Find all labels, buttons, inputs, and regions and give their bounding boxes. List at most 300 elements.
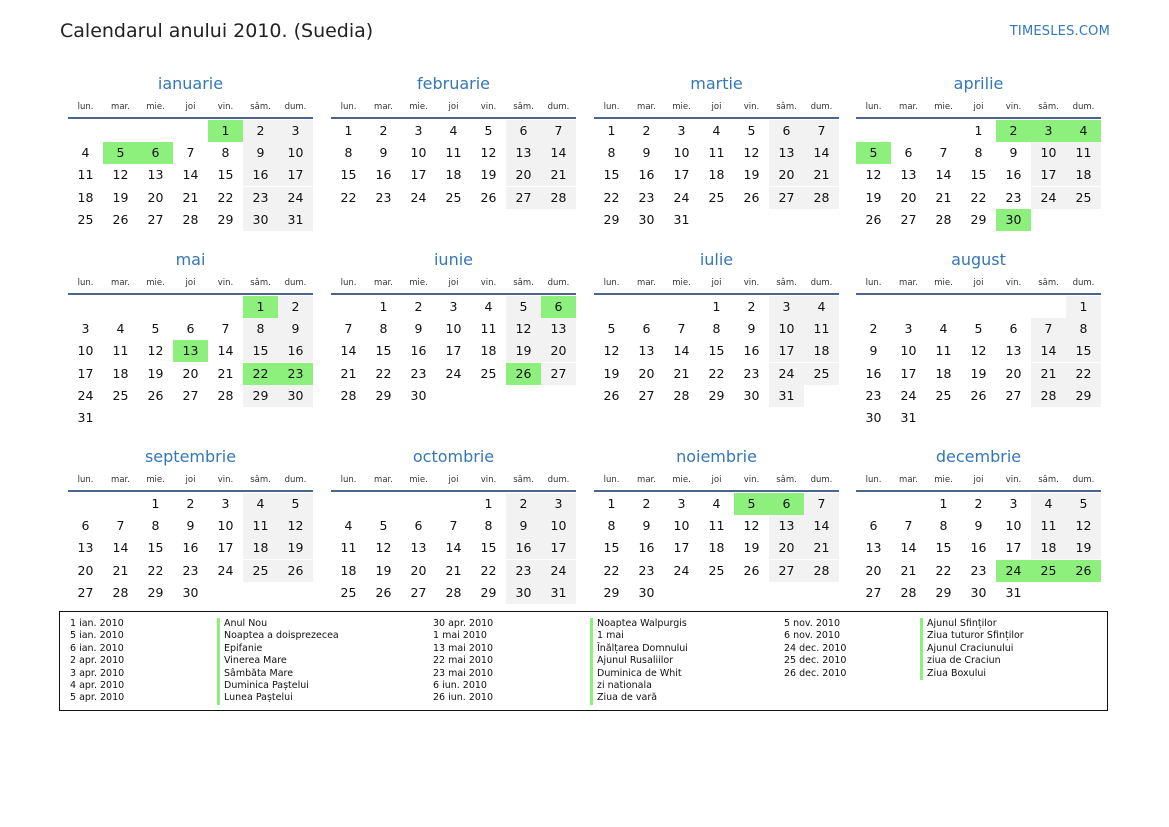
day-cell: 29 xyxy=(935,584,952,600)
day-cell: 28 xyxy=(804,560,839,582)
weekday-label: joi xyxy=(448,475,459,485)
day-cell: 30 xyxy=(182,584,199,600)
holiday-cell: 6 xyxy=(541,296,576,318)
day-cell: 11 xyxy=(804,318,839,340)
day-cell: 29 xyxy=(147,584,164,600)
day-cell: 24 xyxy=(217,562,234,578)
weekday-label: mie. xyxy=(672,475,691,485)
day-cell: 24 xyxy=(900,387,917,403)
weekday-label: lun. xyxy=(340,102,357,112)
day-cell: 14 xyxy=(182,167,199,183)
month-divider xyxy=(856,117,1101,119)
day-cell: 4 xyxy=(449,123,458,138)
holiday-date: 24 dec. 2010 xyxy=(784,642,847,654)
day-cell: 12 xyxy=(603,343,620,359)
day-cell: 2 xyxy=(747,299,756,314)
day-cell: 29 xyxy=(1066,385,1101,407)
day-cell: 22 xyxy=(1066,363,1101,385)
day-cell: 27 xyxy=(506,187,541,209)
day-cell: 5 xyxy=(607,321,616,337)
weekday-label: sâm. xyxy=(250,102,271,112)
day-cell: 27 xyxy=(769,187,804,209)
day-cell: 22 xyxy=(603,562,620,578)
weekday-label: vin. xyxy=(1005,102,1022,112)
day-cell: 15 xyxy=(1066,340,1101,362)
month-divider xyxy=(331,293,576,295)
holiday-cell: 1 xyxy=(208,120,243,142)
day-cell: 2 xyxy=(414,299,423,314)
day-cell: 13 xyxy=(769,142,804,164)
weekday-label: mie. xyxy=(409,102,428,112)
day-cell: 15 xyxy=(935,540,952,556)
holiday-cell: 13 xyxy=(173,340,208,362)
weekday-label: lun. xyxy=(340,475,357,485)
day-cell: 7 xyxy=(677,321,686,337)
page-title: Calendarul anului 2010. (Suedia) xyxy=(60,20,374,42)
holiday-name: Anul Nou xyxy=(217,618,267,630)
day-cell: 18 xyxy=(340,562,357,578)
day-cell: 26 xyxy=(865,211,882,227)
day-cell: 12 xyxy=(1066,515,1101,537)
day-cell: 4 xyxy=(344,518,353,534)
weekday-label: sâm. xyxy=(776,475,797,485)
day-cell: 6 xyxy=(642,321,651,337)
day-cell: 11 xyxy=(77,167,94,183)
day-cell: 16 xyxy=(243,164,278,186)
day-cell: 8 xyxy=(974,145,983,161)
month-divider xyxy=(331,490,576,492)
day-cell: 16 xyxy=(410,343,427,359)
day-cell: 27 xyxy=(410,584,427,600)
day-cell: 28 xyxy=(217,387,234,403)
holiday-date: 13 mai 2010 xyxy=(433,642,494,654)
day-cell: 21 xyxy=(673,365,690,381)
holiday-date: 5 apr. 2010 xyxy=(70,692,125,704)
day-cell: 26 xyxy=(603,387,620,403)
day-cell: 15 xyxy=(243,340,278,362)
weekday-label: joi xyxy=(185,102,196,112)
day-cell: 1 xyxy=(607,496,616,511)
day-cell: 25 xyxy=(480,365,497,381)
weekday-label: dum. xyxy=(547,278,570,288)
day-cell: 24 xyxy=(769,363,804,385)
month-name: septembrie xyxy=(144,447,237,466)
holiday-name: Înălțarea Domnului xyxy=(590,643,688,655)
weekday-label: vin. xyxy=(743,102,760,112)
weekday-label: mie. xyxy=(146,475,165,485)
day-cell: 21 xyxy=(340,365,357,381)
weekday-label: mar. xyxy=(899,475,918,485)
day-cell: 20 xyxy=(865,562,882,578)
day-cell: 3 xyxy=(414,123,423,138)
day-cell: 19 xyxy=(480,167,497,183)
day-cell: 14 xyxy=(673,343,690,359)
day-cell: 9 xyxy=(379,145,388,161)
day-cell: 15 xyxy=(708,343,725,359)
day-cell: 31 xyxy=(1005,584,1022,600)
day-cell: 2 xyxy=(243,120,278,142)
weekday-label: mar. xyxy=(374,102,393,112)
day-cell: 26 xyxy=(278,560,313,582)
holiday-cell: 2 xyxy=(996,120,1031,142)
day-cell: 1 xyxy=(974,123,983,138)
weekday-label: mie. xyxy=(672,102,691,112)
day-cell: 8 xyxy=(1066,318,1101,340)
day-cell: 3 xyxy=(278,120,313,142)
weekday-label: lun. xyxy=(865,278,882,288)
month-divider xyxy=(856,490,1101,492)
day-cell: 6 xyxy=(186,321,195,337)
day-cell: 7 xyxy=(904,518,913,534)
month-divider xyxy=(68,117,313,119)
day-cell: 18 xyxy=(804,340,839,362)
day-cell: 18 xyxy=(445,167,462,183)
weekday-label: joi xyxy=(711,475,722,485)
day-cell: 16 xyxy=(743,343,760,359)
day-cell: 20 xyxy=(769,164,804,186)
day-cell: 24 xyxy=(673,562,690,578)
day-cell: 14 xyxy=(445,540,462,556)
day-cell: 16 xyxy=(182,540,199,556)
day-cell: 3 xyxy=(221,496,230,511)
day-cell: 18 xyxy=(77,189,94,205)
holiday-name: Noaptea a doisprezecea xyxy=(217,630,339,642)
day-cell: 25 xyxy=(445,189,462,205)
day-cell: 2 xyxy=(869,321,878,337)
day-cell: 3 xyxy=(541,493,576,515)
day-cell: 12 xyxy=(970,343,987,359)
day-cell: 8 xyxy=(344,145,353,161)
day-cell: 9 xyxy=(414,321,423,337)
day-cell: 23 xyxy=(865,387,882,403)
weekday-label: lun. xyxy=(865,102,882,112)
day-cell: 11 xyxy=(1031,515,1066,537)
holiday-name: Epifanie xyxy=(217,643,262,655)
day-cell: 14 xyxy=(804,515,839,537)
site-link[interactable]: TIMESLES.COM xyxy=(1009,24,1110,39)
day-cell: 2 xyxy=(379,123,388,138)
weekday-label: dum. xyxy=(547,475,570,485)
holiday-date: 30 apr. 2010 xyxy=(433,618,494,629)
day-cell: 24 xyxy=(445,365,462,381)
day-cell: 13 xyxy=(541,318,576,340)
day-cell: 8 xyxy=(939,518,948,534)
weekday-label: joi xyxy=(973,102,984,112)
day-cell: 18 xyxy=(1066,164,1101,186)
day-cell: 20 xyxy=(769,537,804,559)
holiday-cell: 5 xyxy=(856,142,891,164)
day-cell: 5 xyxy=(506,296,541,318)
day-cell: 16 xyxy=(278,340,313,362)
day-cell: 24 xyxy=(410,189,427,205)
day-cell: 22 xyxy=(970,189,987,205)
day-cell: 19 xyxy=(278,537,313,559)
day-cell: 21 xyxy=(112,562,129,578)
day-cell: 18 xyxy=(1031,537,1066,559)
day-cell: 30 xyxy=(970,584,987,600)
day-cell: 19 xyxy=(375,562,392,578)
day-cell: 25 xyxy=(804,363,839,385)
day-cell: 17 xyxy=(900,365,917,381)
day-cell: 7 xyxy=(449,518,458,534)
day-cell: 11 xyxy=(708,145,725,161)
day-cell: 5 xyxy=(151,321,160,337)
holiday-date: 25 dec. 2010 xyxy=(784,655,847,667)
day-cell: 13 xyxy=(900,167,917,183)
day-cell: 8 xyxy=(607,518,616,534)
month-divider xyxy=(594,490,839,492)
month-name: august xyxy=(951,250,1006,269)
weekday-label: lun. xyxy=(77,278,94,288)
day-cell: 19 xyxy=(147,365,164,381)
holiday-cell: 25 xyxy=(1031,560,1066,582)
day-cell: 7 xyxy=(116,518,125,534)
day-cell: 25 xyxy=(708,562,725,578)
day-cell: 31 xyxy=(278,209,313,231)
holiday-date: 1 mai 2010 xyxy=(433,630,487,642)
day-cell: 4 xyxy=(81,145,90,161)
day-cell: 28 xyxy=(935,211,952,227)
day-cell: 3 xyxy=(81,321,90,337)
weekday-label: dum. xyxy=(547,102,570,112)
day-cell: 15 xyxy=(970,167,987,183)
day-cell: 22 xyxy=(375,365,392,381)
day-cell: 17 xyxy=(673,540,690,556)
day-cell: 26 xyxy=(480,189,497,205)
day-cell: 7 xyxy=(186,145,195,161)
month-divider xyxy=(594,117,839,119)
day-cell: 23 xyxy=(243,187,278,209)
weekday-label: vin. xyxy=(480,278,497,288)
weekday-label: mar. xyxy=(637,278,656,288)
weekday-label: mar. xyxy=(111,102,130,112)
day-cell: 15 xyxy=(603,167,620,183)
day-cell: 20 xyxy=(147,189,164,205)
weekday-label: mie. xyxy=(409,278,428,288)
holiday-name: Ajunul Sfinților xyxy=(920,618,997,630)
day-cell: 30 xyxy=(638,211,655,227)
day-cell: 18 xyxy=(708,540,725,556)
weekday-label: vin. xyxy=(480,475,497,485)
day-cell: 3 xyxy=(677,496,686,511)
day-cell: 31 xyxy=(769,385,804,407)
day-cell: 17 xyxy=(77,365,94,381)
holiday-cell: 23 xyxy=(278,363,313,385)
month-name: ianuarie xyxy=(157,74,224,93)
day-cell: 10 xyxy=(77,343,94,359)
month-name: aprilie xyxy=(953,74,1004,93)
day-cell: 11 xyxy=(708,518,725,534)
holiday-cell: 1 xyxy=(243,296,278,318)
day-cell: 20 xyxy=(77,562,94,578)
weekday-label: lun. xyxy=(603,102,620,112)
day-cell: 23 xyxy=(375,189,392,205)
weekday-label: lun. xyxy=(340,278,357,288)
day-cell: 12 xyxy=(506,318,541,340)
day-cell: 13 xyxy=(769,515,804,537)
day-cell: 23 xyxy=(743,365,760,381)
weekday-label: sâm. xyxy=(776,278,797,288)
day-cell: 22 xyxy=(603,189,620,205)
weekday-label: mie. xyxy=(672,278,691,288)
day-cell: 13 xyxy=(147,167,164,183)
day-cell: 4 xyxy=(712,123,721,138)
day-cell: 7 xyxy=(939,145,948,161)
day-cell: 28 xyxy=(541,187,576,209)
weekday-label: sâm. xyxy=(1038,102,1059,112)
day-cell: 15 xyxy=(340,167,357,183)
day-cell: 2 xyxy=(278,296,313,318)
month-divider xyxy=(594,293,839,295)
day-cell: 9 xyxy=(186,518,195,534)
weekday-label: mar. xyxy=(899,102,918,112)
day-cell: 21 xyxy=(541,164,576,186)
day-cell: 10 xyxy=(278,142,313,164)
weekday-label: joi xyxy=(711,102,722,112)
day-cell: 22 xyxy=(340,189,357,205)
day-cell: 16 xyxy=(865,365,882,381)
month-divider xyxy=(68,490,313,492)
day-cell: 17 xyxy=(278,164,313,186)
weekday-label: lun. xyxy=(603,278,620,288)
day-cell: 19 xyxy=(603,365,620,381)
day-cell: 22 xyxy=(217,189,234,205)
weekday-label: mie. xyxy=(146,278,165,288)
day-cell: 8 xyxy=(151,518,160,534)
holiday-date: 6 nov. 2010 xyxy=(784,630,840,642)
month-name: mai xyxy=(175,250,206,269)
weekday-label: sâm. xyxy=(1038,278,1059,288)
day-cell: 21 xyxy=(182,189,199,205)
day-cell: 14 xyxy=(935,167,952,183)
day-cell: 9 xyxy=(869,343,878,359)
weekday-label: mar. xyxy=(374,278,393,288)
day-cell: 4 xyxy=(804,296,839,318)
day-cell: 23 xyxy=(970,562,987,578)
day-cell: 29 xyxy=(603,584,620,600)
day-cell: 2 xyxy=(974,496,983,511)
day-cell: 25 xyxy=(112,387,129,403)
day-cell: 31 xyxy=(541,582,576,604)
holiday-date: 6 iun. 2010 xyxy=(433,680,487,691)
day-cell: 2 xyxy=(506,493,541,515)
day-cell: 3 xyxy=(904,321,913,337)
holiday-name: zi nationala xyxy=(590,680,652,692)
day-cell: 30 xyxy=(278,385,313,407)
day-cell: 26 xyxy=(112,211,129,227)
day-cell: 11 xyxy=(112,343,129,359)
weekday-label: sâm. xyxy=(513,278,534,288)
day-cell: 25 xyxy=(1066,187,1101,209)
day-cell: 11 xyxy=(1066,142,1101,164)
month-divider xyxy=(856,293,1101,295)
day-cell: 30 xyxy=(638,584,655,600)
day-cell: 15 xyxy=(375,343,392,359)
weekday-label: mar. xyxy=(374,475,393,485)
day-cell: 6 xyxy=(81,518,90,534)
weekday-label: dum. xyxy=(1072,475,1095,485)
holiday-date: 3 apr. 2010 xyxy=(70,667,125,679)
holiday-cell: 6 xyxy=(769,493,804,515)
day-cell: 26 xyxy=(743,189,760,205)
day-cell: 13 xyxy=(506,142,541,164)
day-cell: 17 xyxy=(445,343,462,359)
day-cell: 3 xyxy=(677,123,686,138)
day-cell: 17 xyxy=(410,167,427,183)
day-cell: 1 xyxy=(151,496,160,511)
day-cell: 15 xyxy=(217,167,234,183)
holiday-date: 5 ian. 2010 xyxy=(70,630,124,642)
holiday-cell: 22 xyxy=(243,363,278,385)
day-cell: 8 xyxy=(221,145,230,161)
weekday-label: joi xyxy=(448,278,459,288)
day-cell: 29 xyxy=(708,387,725,403)
holiday-date: 4 apr. 2010 xyxy=(70,680,125,691)
day-cell: 4 xyxy=(484,299,493,314)
weekday-label: lun. xyxy=(603,475,620,485)
day-cell: 26 xyxy=(970,387,987,403)
weekday-label: joi xyxy=(711,278,722,288)
month-name: noiembrie xyxy=(676,447,757,466)
day-cell: 28 xyxy=(182,211,199,227)
day-cell: 4 xyxy=(939,321,948,337)
day-cell: 10 xyxy=(900,343,917,359)
day-cell: 8 xyxy=(484,518,493,534)
weekday-label: dum. xyxy=(810,475,833,485)
day-cell: 16 xyxy=(970,540,987,556)
weekday-label: dum. xyxy=(284,102,307,112)
day-cell: 28 xyxy=(1031,385,1066,407)
day-cell: 9 xyxy=(243,142,278,164)
day-cell: 11 xyxy=(935,343,952,359)
day-cell: 17 xyxy=(541,537,576,559)
day-cell: 26 xyxy=(147,387,164,403)
day-cell: 16 xyxy=(375,167,392,183)
day-cell: 15 xyxy=(147,540,164,556)
day-cell: 1 xyxy=(939,496,948,511)
day-cell: 20 xyxy=(1005,365,1022,381)
day-cell: 17 xyxy=(217,540,234,556)
day-cell: 25 xyxy=(340,584,357,600)
weekday-label: mie. xyxy=(934,475,953,485)
weekday-label: sâm. xyxy=(513,102,534,112)
day-cell: 17 xyxy=(1005,540,1022,556)
day-cell: 17 xyxy=(769,340,804,362)
weekday-label: joi xyxy=(185,475,196,485)
day-cell: 21 xyxy=(217,365,234,381)
day-cell: 28 xyxy=(112,584,129,600)
weekday-label: sâm. xyxy=(776,102,797,112)
weekday-label: mie. xyxy=(934,278,953,288)
day-cell: 29 xyxy=(375,387,392,403)
holiday-name: Ziua tuturor Sfinților xyxy=(920,630,1024,642)
day-cell: 12 xyxy=(147,343,164,359)
day-cell: 14 xyxy=(1031,340,1066,362)
day-cell: 22 xyxy=(147,562,164,578)
day-cell: 5 xyxy=(1066,493,1101,515)
day-cell: 20 xyxy=(638,365,655,381)
month-divider xyxy=(331,117,576,119)
day-cell: 10 xyxy=(1031,142,1066,164)
day-cell: 4 xyxy=(243,493,278,515)
day-cell: 13 xyxy=(865,540,882,556)
day-cell: 8 xyxy=(243,318,278,340)
day-cell: 1 xyxy=(344,123,353,138)
day-cell: 6 xyxy=(769,120,804,142)
day-cell: 10 xyxy=(445,321,462,337)
holiday-cell: 5 xyxy=(734,493,769,515)
weekday-label: vin. xyxy=(1005,278,1022,288)
